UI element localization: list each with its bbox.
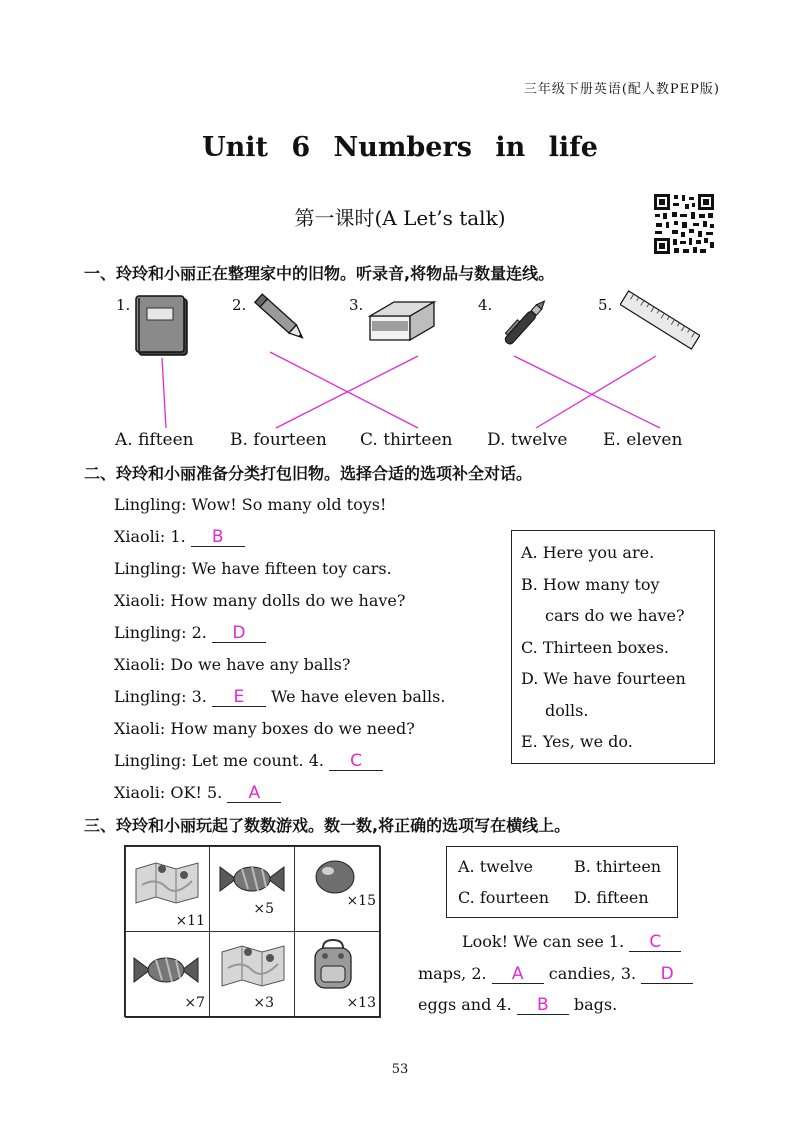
- choice-d-cont: dolls.: [545, 700, 589, 720]
- match-lines: [0, 0, 800, 440]
- unit-title: Unit 6 Numbers in life: [202, 132, 598, 163]
- section3-choices-box: [446, 846, 678, 918]
- choice-b: B. How many toy: [521, 574, 660, 594]
- dialogue-line: Lingling: 2. D: [114, 623, 266, 643]
- choice-b: B. thirteen: [574, 857, 662, 876]
- count-grid: [124, 845, 380, 1017]
- count-label: ×3: [253, 995, 274, 1011]
- count-label: ×13: [346, 995, 376, 1011]
- answer-blank[interactable]: D: [641, 965, 693, 984]
- choice-a: A. Here you are.: [521, 543, 655, 562]
- passage-line: Look! We can see 1. C: [462, 932, 681, 952]
- dialogue-line: Lingling: 3. E We have eleven balls.: [114, 687, 446, 707]
- option-e: E. eleven: [603, 430, 683, 450]
- answer-blank[interactable]: D: [212, 624, 266, 643]
- grid-cell: [209, 846, 295, 932]
- candy-icon: [132, 950, 200, 990]
- choice-d: D. fifteen: [574, 888, 649, 907]
- grid-cell: [125, 931, 210, 1018]
- map-icon: [218, 938, 288, 988]
- dialogue-line: Lingling: Let me count. 4. C: [114, 751, 383, 771]
- grid-cell: [294, 931, 381, 1018]
- answer-blank[interactable]: E: [212, 688, 266, 707]
- answer-blank[interactable]: B: [517, 996, 569, 1015]
- lesson-title: 第一课时(A Let’s talk): [294, 206, 506, 230]
- dialogue-line: Xiaoli: Do we have any balls?: [114, 655, 351, 674]
- answer-blank[interactable]: B: [191, 528, 245, 547]
- section3-title: 三、玲玲和小丽玩起了数数游戏。数一数,将正确的选项写在横线上。: [84, 816, 571, 835]
- answer-blank[interactable]: C: [629, 933, 681, 952]
- choice-c: C. Thirteen boxes.: [521, 637, 670, 657]
- page-number: 53: [391, 1062, 409, 1077]
- grid-cell: [294, 846, 381, 932]
- section1-title: 一、玲玲和小丽正在整理家中的旧物。听录音,将物品与数量连线。: [84, 264, 555, 283]
- map-icon: [132, 855, 202, 905]
- answer-blank[interactable]: C: [329, 752, 383, 771]
- match-line: [162, 358, 166, 428]
- dialogue-line: Lingling: Wow! So many old toys!: [114, 495, 387, 514]
- dialogue-line: Xiaoli: How many boxes do we need?: [114, 719, 415, 738]
- choice-d: D. We have fourteen: [521, 669, 686, 688]
- count-label: ×7: [184, 995, 205, 1011]
- dialogue-line: Xiaoli: 1. B: [114, 527, 245, 547]
- passage-line: eggs and 4. B bags.: [418, 995, 618, 1015]
- section2-title: 二、玲玲和小丽准备分类打包旧物。选择合适的选项补全对话。: [84, 464, 533, 483]
- dialogue-line: Xiaoli: How many dolls do we have?: [114, 591, 406, 610]
- answer-blank[interactable]: A: [492, 965, 544, 984]
- egg-icon: [313, 857, 357, 897]
- item-number: 1.: [116, 296, 131, 314]
- bag-icon: [309, 938, 357, 992]
- item-number: 5.: [598, 296, 613, 314]
- dialogue-line: Xiaoli: OK! 5. A: [114, 783, 281, 803]
- item-number: 4.: [478, 296, 493, 314]
- item-number: 3.: [349, 296, 364, 314]
- count-label: ×11: [175, 913, 205, 929]
- candy-icon: [218, 859, 286, 899]
- choice-e: E. Yes, we do.: [521, 732, 633, 751]
- match-line: [270, 352, 418, 428]
- count-label: ×5: [253, 901, 274, 917]
- choice-b-cont: cars do we have?: [545, 606, 685, 625]
- passage-line: maps, 2. A candies, 3. D: [418, 964, 693, 984]
- item-number: 2.: [232, 296, 247, 314]
- option-b: B. fourteen: [230, 430, 327, 450]
- book-header: 三年级下册英语(配人教PEP版): [523, 82, 720, 97]
- option-a: A. fifteen: [115, 430, 194, 450]
- choice-c: C. fourteen: [458, 888, 550, 907]
- grid-cell: [209, 931, 295, 1018]
- grid-cell: [125, 846, 210, 932]
- count-label: ×15: [346, 893, 376, 909]
- answer-blank[interactable]: A: [227, 784, 281, 803]
- choices-box: [511, 530, 715, 764]
- choice-a: A. twelve: [458, 857, 533, 876]
- dialogue-line: Lingling: We have fifteen toy cars.: [114, 559, 392, 578]
- option-c: C. thirteen: [360, 430, 453, 450]
- option-d: D. twelve: [487, 430, 568, 450]
